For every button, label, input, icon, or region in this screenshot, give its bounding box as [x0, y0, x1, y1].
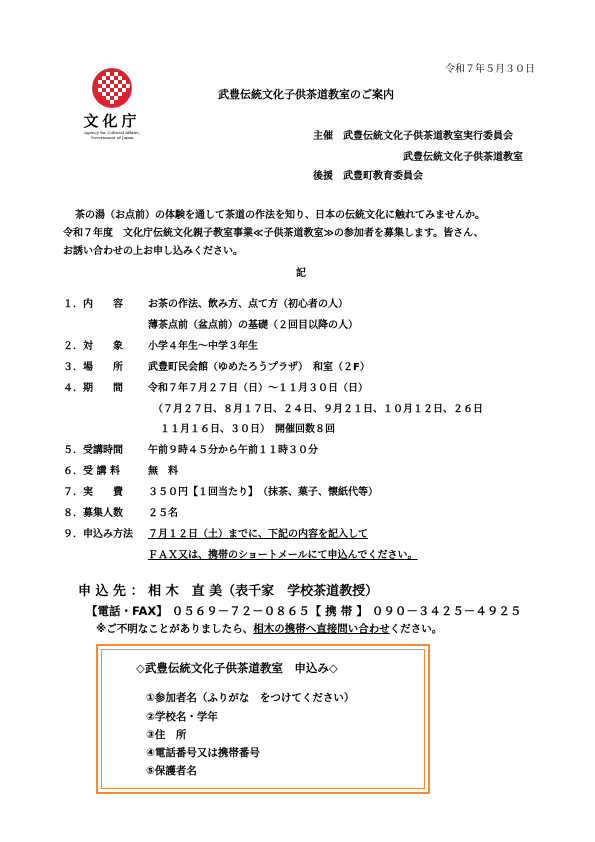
item-cost-value: ３５０円【１回当たり】 （抹茶、菓子、懐紙代等） — [148, 487, 378, 498]
intro-line-1: 茶の湯（お点前）の体験を通して茶道の作法を知り、日本の伝統文化に触れてみませんか。 — [75, 210, 485, 221]
contact-phone: 【電話・FAX】 ０５６９－７２－０８６５【 携 帯 】 ０９０－３４２５－４９２５ — [86, 604, 522, 618]
item-time-label: ５．受講時間 — [63, 445, 123, 456]
contact-heading: 申 込 先 ： 相 木 直 美（表千家 学校茶道教授） — [78, 584, 379, 599]
application-field-1: ①参加者名（ふりがな をつけてください） — [146, 692, 355, 704]
document-date: 令和７年５月３０日 — [445, 64, 535, 75]
item-place-label: ３．場 所 — [63, 362, 123, 373]
application-field-5: ⑤保護者名 — [146, 765, 197, 777]
application-field-2: ②学校名・学年 — [146, 711, 218, 723]
item-content-line-2: 薄茶点前（盆点前）の基礎（２回目以降の人） — [148, 320, 358, 331]
item-method-line-2: ＦＡＸ又は、携帯のショートメールにて申込んでください。 — [148, 550, 418, 561]
item-method-line-1: ７月１２日（土）までに、下記の内容を記入して — [148, 529, 368, 540]
intro-line-3: お誘い合わせの上お申し込みください。 — [63, 246, 243, 257]
page-title: 武豊伝統文化子供茶道教室のご案内 — [218, 88, 394, 101]
item-content-line-1: お茶の作法、飲み方、点て方（初心者の人） — [148, 299, 348, 310]
item-period-line-2: （７月２７日、８月１７日、２４日、９月２１日、１０月１２日、２６日 — [153, 404, 483, 415]
contact-note: ※ご不明なことがありましたら、相木の携帯へ直接問い合わせください。 — [96, 623, 443, 635]
item-period-label: ４．期 間 — [63, 383, 123, 394]
intro-line-2: 令和７年度 文化庁伝統文化親子教室事業≪子供茶道教室≫の参加者を募集します。皆さん、 — [63, 228, 484, 239]
application-field-3: ③住 所 — [146, 729, 187, 741]
organizer-host2: 武豊伝統文化子供茶道教室 — [403, 152, 523, 163]
item-fee-value: 無 料 — [148, 466, 178, 477]
item-capacity-value: ２５名 — [148, 508, 178, 519]
agency-logo — [80, 68, 144, 144]
ki-heading: 記 — [296, 268, 306, 279]
application-box-title: ◇武豊伝統文化子供茶道教室 申込み◇ — [136, 661, 338, 675]
logo-mark-icon — [92, 68, 132, 108]
application-field-4: ④電話番号又は携帯番号 — [146, 747, 260, 759]
item-period-line-1: 令和７年７月２７日（日）～１１月３０日（日） — [148, 383, 368, 394]
item-fee-label: ６．受 講 料 — [63, 466, 120, 477]
item-target-value: 小学４年生～中学３年生 — [148, 341, 258, 352]
organizer-host: 主催 武豊伝統文化子供茶道教室実行委員会 — [313, 131, 513, 142]
item-time-value: 午前９時４５分から午前１１時３０分 — [148, 445, 318, 456]
logo-wordmark: 文化庁 — [83, 112, 141, 130]
item-content-label: １．内 容 — [63, 299, 123, 310]
item-method-label: ９．申込み方法 — [63, 529, 133, 540]
organizer-support: 後援 武豊町教育委員会 — [313, 171, 423, 182]
item-period-line-3: １１月１６日、３０日） 開催回数８回 — [160, 424, 335, 435]
logo-subtitle: Agency for Cultural Affairs, Government of Japan — [84, 130, 140, 140]
item-target-label: ２．対 象 — [63, 341, 123, 352]
item-cost-label: ７．実 費 — [63, 487, 123, 498]
item-capacity-label: ８．募集人数 — [63, 508, 123, 519]
item-place-value: 武豊町民会館（ゆめたろうプラザ） 和室（２F） — [148, 362, 370, 373]
